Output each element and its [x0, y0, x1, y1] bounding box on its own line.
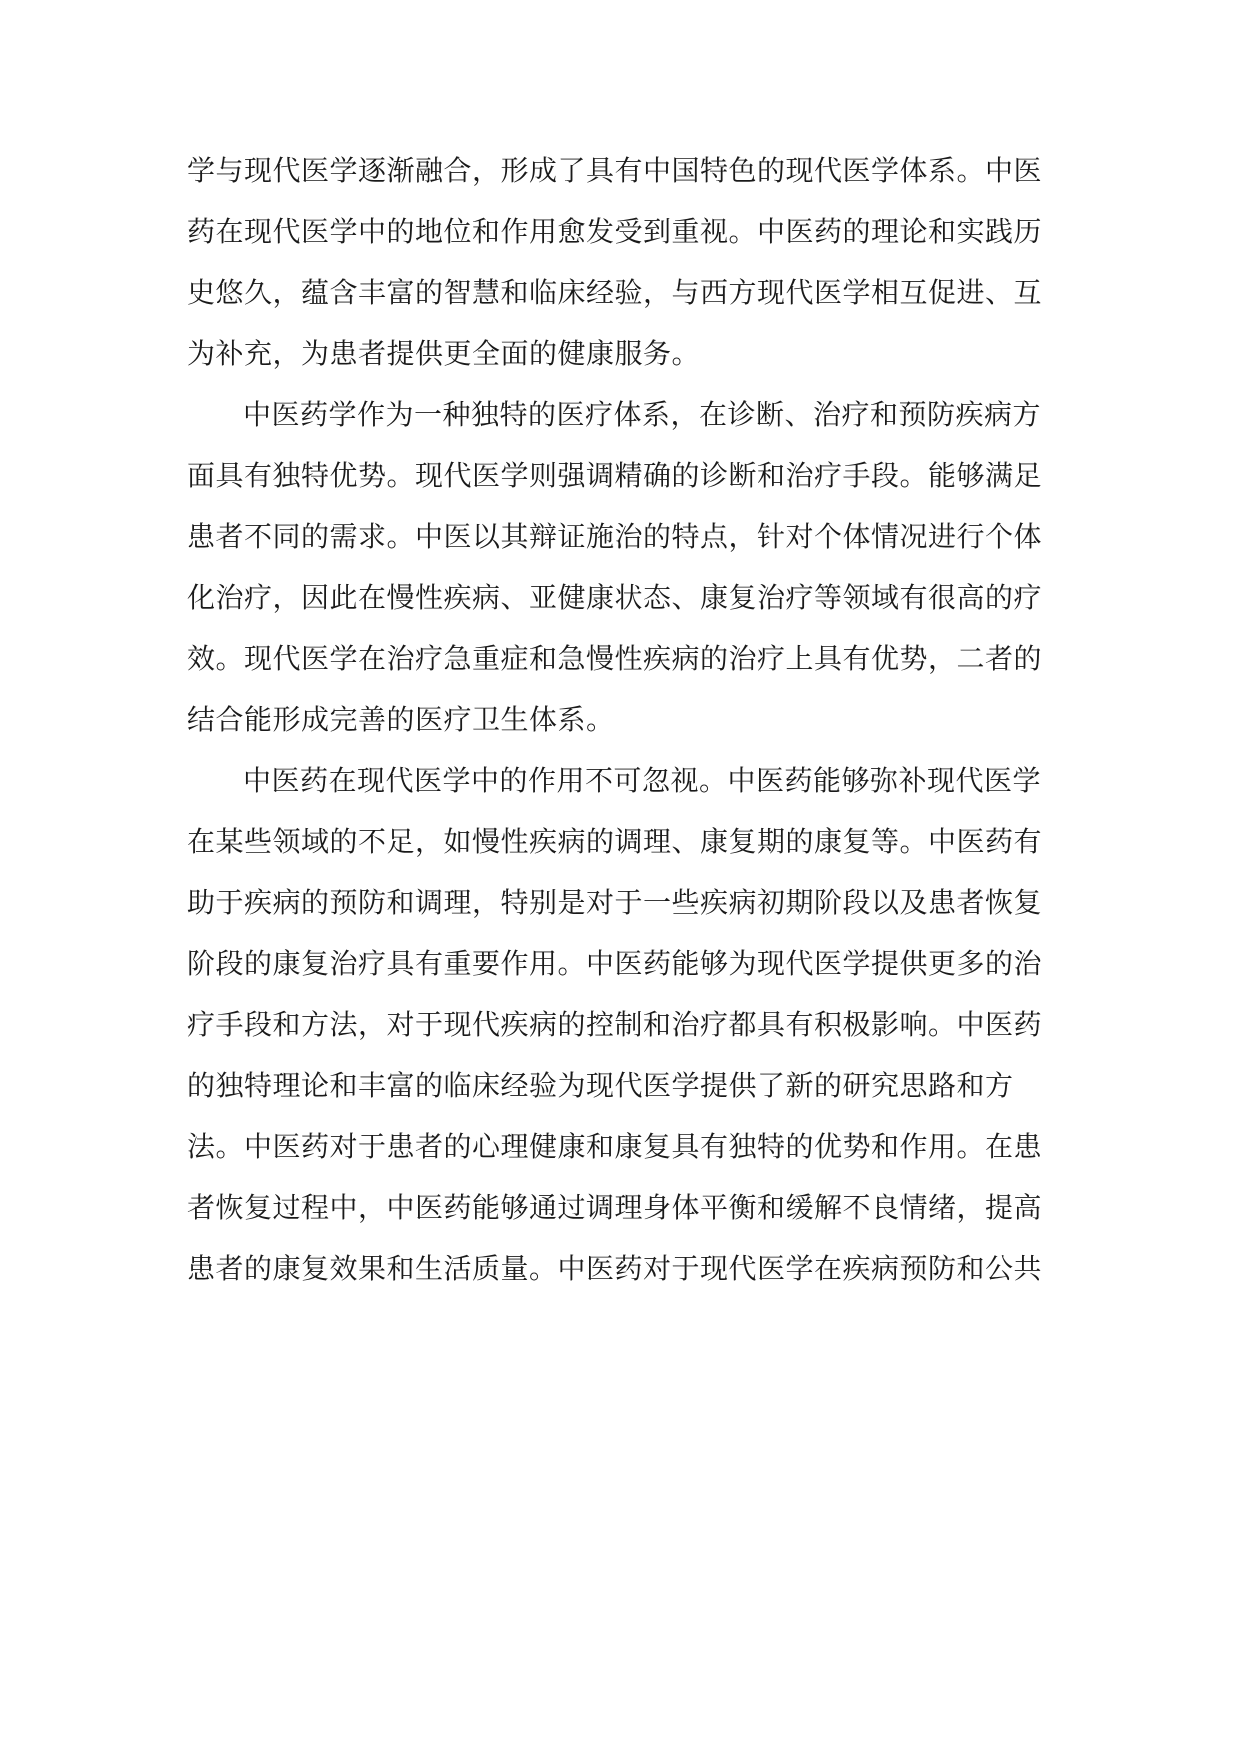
- paragraph: 中医药在现代医学中的作用不可忽视。中医药能够弥补现代医学在某些领域的不足，如慢性疾病的调理、康复期的康复等。中医药有助于疾病的预防和调理，特别是对于一些疾病初期阶段以及患者恢复阶段的康复治疗具有重要作用。中医药能够为现代医学提供更多的治疗手段和方法，对于现代疾病的控制和治疗都具有积极影响。中医药的独特理论和丰富的临床经验为现代医学提供了新的研究思路和方法。中医药对于患者的心理健康和康复具有独特的优势和作用。在患者恢复过程中，中医药能够通过调理身体平衡和缓解不良情绪，提高患者的康复效果和生活质量。中医药对于现代医学在疾病预防和公共: [187, 764, 1043, 1285]
- document-body: [187, 140, 1052, 1299]
- paragraph-continued: 学与现代医学逐渐融合，形成了具有中国特色的现代医学体系。中医药在现代医学中的地位和作用愈发受到重视。中医药的理论和实践历史悠久，蕴含丰富的智慧和临床经验，与西方现代医学相互促进、互为补充，为患者提供更全面的健康服务。: [187, 154, 1043, 370]
- paragraph: 中医药学作为一种独特的医疗体系，在诊断、治疗和预防疾病方面具有独特优势。现代医学则强调精确的诊断和治疗手段。能够满足患者不同的需求。中医以其辩证施治的特点，针对个体情况进行个体化治疗，因此在慢性疾病、亚健康状态、康复治疗等领域有很高的疗效。现代医学在治疗急重症和急慢性疾病的治疗上具有优势，二者的结合能形成完善的医疗卫生体系。: [187, 398, 1043, 736]
